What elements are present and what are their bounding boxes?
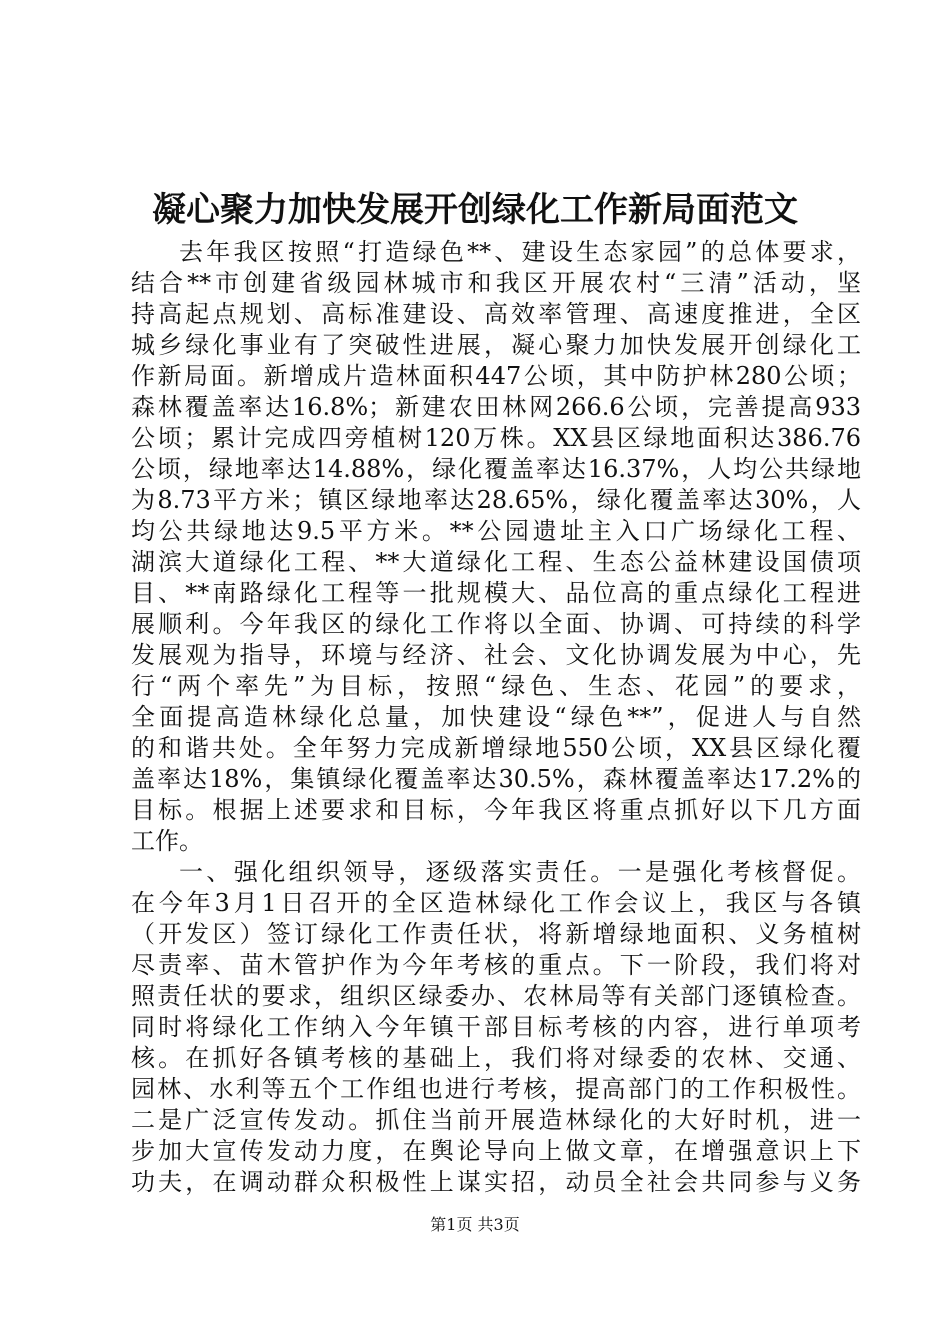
text-line: 的和谐共处。全年努力完成新增绿地550公顷，XX县区绿化覆 (131, 734, 861, 762)
text-line: 盖率达18%，集镇绿化覆盖率达30.5%，森林覆盖率达17.2%的 (131, 765, 861, 793)
text-line: 尽责率、苗木管护作为今年考核的重点。下一阶段，我们将对 (131, 951, 861, 979)
text-line: 为8.73平方米；镇区绿地率达28.65%，绿化覆盖率达30%，人 (131, 486, 861, 514)
text-line: 作新局面。新增成片造林面积447公顷，其中防护林280公顷； (131, 362, 861, 390)
text-line: 结合**市创建省级园林城市和我区开展农村“三清”活动，坚 (131, 269, 861, 297)
text-line: 公顷；累计完成四旁植树120万株。XX县区绿地面积达386.76 (131, 424, 861, 452)
text-line: 去年我区按照“打造绿色**、建设生态家园”的总体要求， (179, 238, 861, 266)
text-line: 城乡绿化事业有了突破性进展，凝心聚力加快发展开创绿化工 (131, 331, 861, 359)
text-line: 一、强化组织领导，逐级落实责任。一是强化考核督促。 (179, 858, 861, 886)
text-line: 在今年3月1日召开的全区造林绿化工作会议上，我区与各镇 (131, 889, 861, 917)
text-line: 同时将绿化工作纳入今年镇干部目标考核的内容，进行单项考 (131, 1013, 861, 1041)
text-line: 目、**南路绿化工程等一批规模大、品位高的重点绿化工程进 (131, 579, 861, 607)
text-line: （开发区）签订绿化工作责任状，将新增绿地面积、义务植树 (131, 920, 861, 948)
text-line: 目标。根据上述要求和目标，今年我区将重点抓好以下几方面 (131, 796, 861, 824)
text-line: 均公共绿地达9.5平方米。**公园遗址主入口广场绿化工程、 (131, 517, 861, 545)
text-line: 工作。 (131, 827, 203, 855)
page-footer: 第1页 共3页 (430, 1215, 520, 1234)
text-line: 全面提高造林绿化总量，加快建设“绿色**”，促进人与自然 (131, 703, 861, 731)
text-line: 发展观为指导，环境与经济、社会、文化协调发展为中心，先 (131, 641, 861, 669)
text-line: 照责任状的要求，组织区绿委办、农林局等有关部门逐镇检查。 (131, 982, 861, 1010)
text-line: 湖滨大道绿化工程、**大道绿化工程、生态公益林建设国债项 (131, 548, 861, 576)
document-title: 凝心聚力加快发展开创绿化工作新局面范文 (152, 190, 798, 230)
paragraph-2 (131, 857, 861, 1198)
text-line: 核。在抓好各镇考核的基础上，我们将对绿委的农林、交通、 (131, 1044, 861, 1072)
text-line: 森林覆盖率达16.8%；新建农田林网266.6公顷，完善提高933 (131, 393, 861, 421)
text-line: 二是广泛宣传发动。抓住当前开展造林绿化的大好时机，进一 (131, 1106, 861, 1134)
text-line: 持高起点规划、高标准建设、高效率管理、高速度推进，全区 (131, 300, 861, 328)
document-body (131, 237, 861, 1198)
text-line: 展顺利。今年我区的绿化工作将以全面、协调、可持续的科学 (131, 610, 861, 638)
text-line: 功夫，在调动群众积极性上谋实招，动员全社会共同参与义务 (131, 1168, 861, 1196)
text-line: 公顷，绿地率达14.88%，绿化覆盖率达16.37%，人均公共绿地 (131, 455, 861, 483)
text-line: 步加大宣传发动力度，在舆论导向上做文章，在增强意识上下 (131, 1137, 861, 1165)
text-line: 园林、水利等五个工作组也进行考核，提高部门的工作积极性。 (131, 1075, 861, 1103)
text-line: 行“两个率先”为目标，按照“绿色、生态、花园”的要求， (131, 672, 861, 700)
paragraph-1 (131, 237, 861, 857)
